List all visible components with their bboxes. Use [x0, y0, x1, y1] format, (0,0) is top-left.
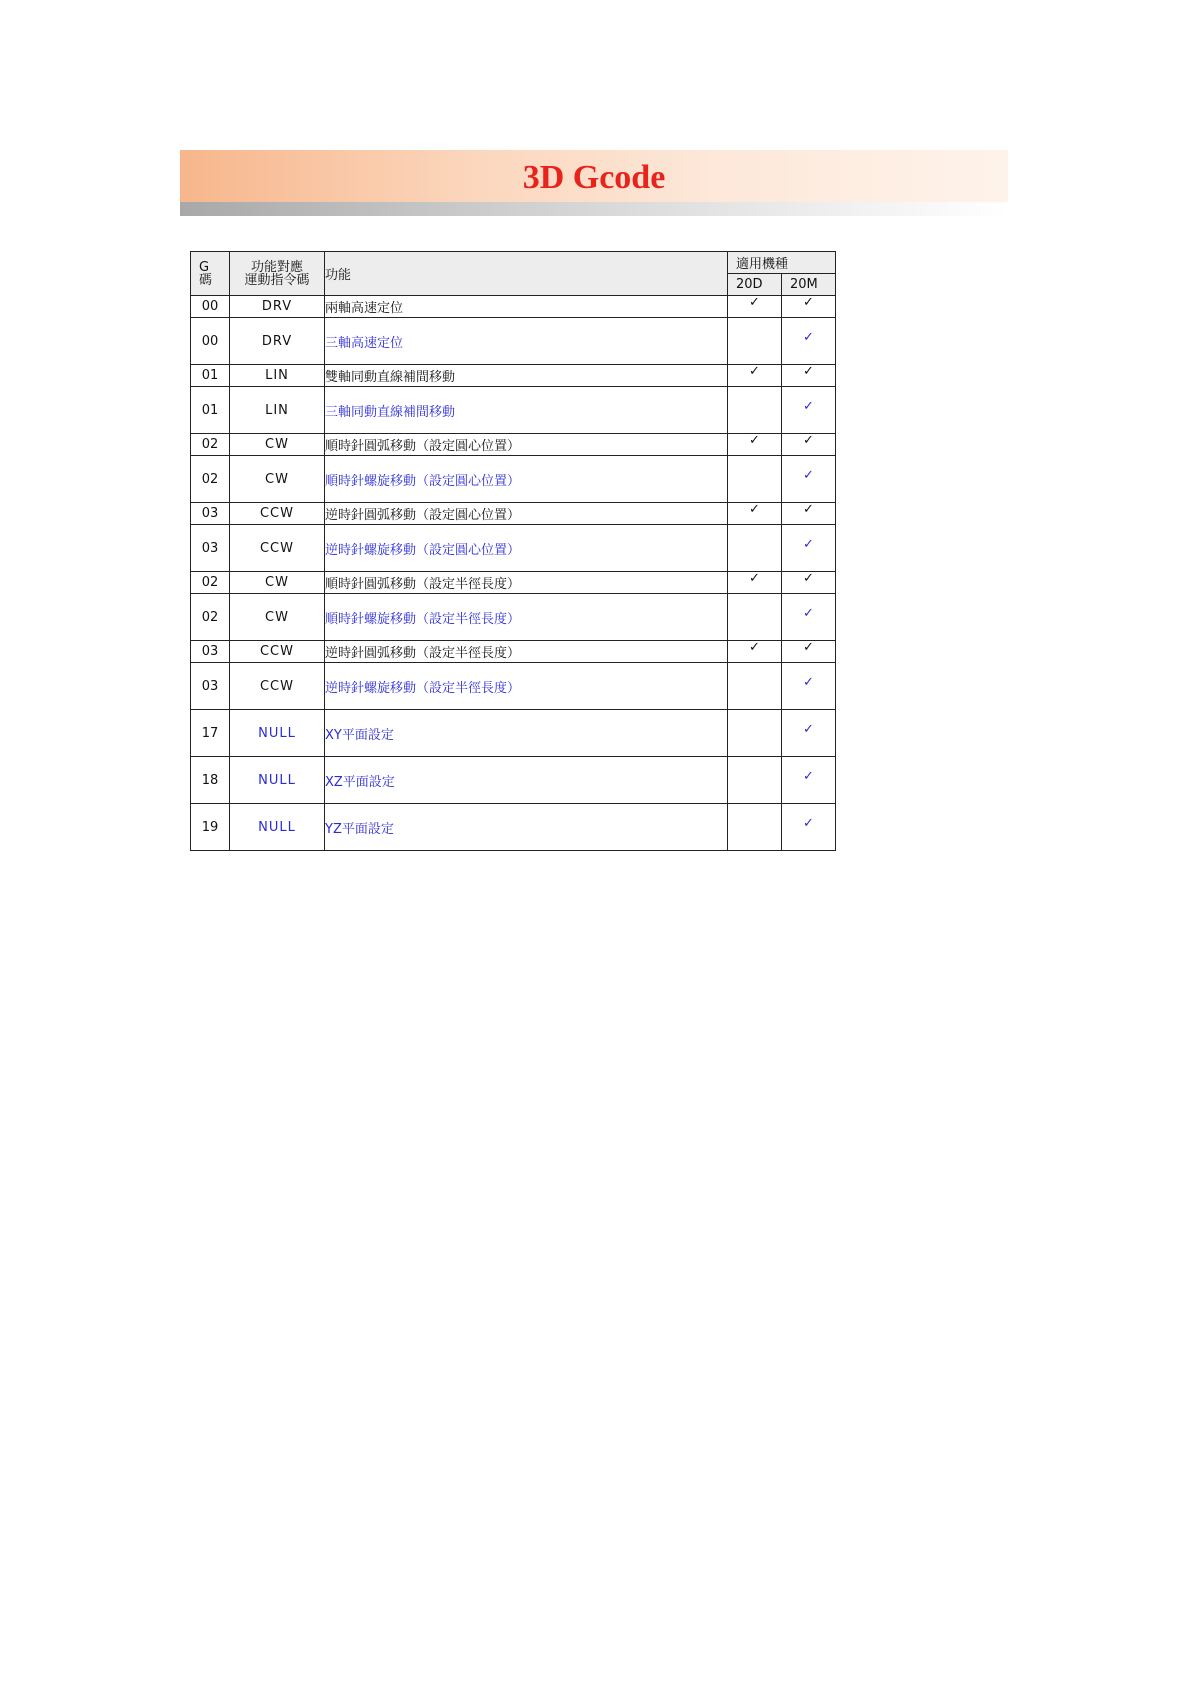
model-20d-cell	[728, 757, 782, 804]
model-20m-cell	[782, 503, 836, 525]
model-20m-cell	[782, 456, 836, 503]
table-row	[191, 804, 836, 851]
g-code-cell: 03	[191, 503, 230, 525]
function-cell: 三軸同動直線補間移動	[325, 387, 728, 434]
page-title: 3D Gcode	[522, 159, 666, 196]
header-20m: 20M	[782, 274, 836, 296]
check-icon: ✓	[803, 398, 814, 414]
header-machines: 適用機種	[728, 252, 836, 274]
table-row	[191, 387, 836, 434]
table-row	[191, 710, 836, 757]
table-row	[191, 456, 836, 503]
model-20d-cell	[728, 594, 782, 641]
function-cell: 逆時針圓弧移動（設定半徑長度）	[325, 641, 728, 663]
model-20m-cell	[782, 434, 836, 456]
check-icon: ✓	[803, 536, 814, 552]
function-cell: 逆時針螺旋移動（設定圓心位置）	[325, 525, 728, 572]
check-icon: ✓	[749, 571, 760, 586]
check-icon: ✓	[803, 364, 814, 379]
model-20d-cell	[728, 641, 782, 663]
motion-command-cell: LIN	[230, 365, 325, 387]
motion-command-cell: CCW	[230, 503, 325, 525]
check-icon: ✓	[803, 721, 814, 737]
header-code-line2: 碼	[199, 272, 213, 288]
g-code-cell: 01	[191, 365, 230, 387]
model-20m-cell	[782, 318, 836, 365]
table-row	[191, 318, 836, 365]
g-code-cell: 03	[191, 525, 230, 572]
model-20d-cell	[728, 572, 782, 594]
g-code-cell: 00	[191, 318, 230, 365]
check-icon: ✓	[803, 640, 814, 655]
function-cell: 逆時針圓弧移動（設定圓心位置）	[325, 503, 728, 525]
motion-command-cell: CW	[230, 456, 325, 503]
motion-command-cell: LIN	[230, 387, 325, 434]
g-code-cell: 00	[191, 296, 230, 318]
function-cell: YZ平面設定	[325, 804, 728, 851]
motion-command-cell: NULL	[230, 804, 325, 851]
model-20m-cell	[782, 572, 836, 594]
function-cell: 順時針圓弧移動（設定圓心位置）	[325, 434, 728, 456]
header-function: 功能	[325, 252, 728, 296]
model-20d-cell	[728, 503, 782, 525]
check-icon: ✓	[803, 467, 814, 483]
g-code-cell: 02	[191, 594, 230, 641]
model-20m-cell	[782, 804, 836, 851]
table-row	[191, 757, 836, 804]
model-20d-cell	[728, 387, 782, 434]
check-icon: ✓	[803, 605, 814, 621]
title-banner	[180, 150, 1008, 216]
check-icon: ✓	[749, 364, 760, 379]
table-row	[191, 594, 836, 641]
function-cell: XZ平面設定	[325, 757, 728, 804]
model-20m-cell	[782, 710, 836, 757]
g-code-cell: 02	[191, 434, 230, 456]
g-code-cell: 03	[191, 663, 230, 710]
check-icon: ✓	[803, 502, 814, 517]
check-icon: ✓	[803, 571, 814, 586]
g-code-cell: 01	[191, 387, 230, 434]
header-code	[191, 252, 230, 296]
motion-command-cell: NULL	[230, 710, 325, 757]
table-row	[191, 641, 836, 663]
table-row	[191, 434, 836, 456]
function-cell: 順時針螺旋移動（設定圓心位置）	[325, 456, 728, 503]
motion-command-cell: CW	[230, 594, 325, 641]
model-20m-cell	[782, 594, 836, 641]
table-row	[191, 365, 836, 387]
function-cell: 順時針螺旋移動（設定半徑長度）	[325, 594, 728, 641]
model-20m-cell	[782, 663, 836, 710]
g-code-cell: 02	[191, 456, 230, 503]
function-cell: XY平面設定	[325, 710, 728, 757]
function-cell: 三軸高速定位	[325, 318, 728, 365]
check-icon: ✓	[749, 640, 760, 655]
model-20m-cell	[782, 641, 836, 663]
g-code-cell: 17	[191, 710, 230, 757]
table-row	[191, 296, 836, 318]
check-icon: ✓	[803, 295, 814, 310]
model-20d-cell	[728, 318, 782, 365]
function-cell: 兩軸高速定位	[325, 296, 728, 318]
model-20m-cell	[782, 296, 836, 318]
model-20d-cell	[728, 434, 782, 456]
motion-command-cell: CCW	[230, 641, 325, 663]
model-20d-cell	[728, 710, 782, 757]
model-20d-cell	[728, 365, 782, 387]
header-cmd	[230, 252, 325, 296]
table-row	[191, 572, 836, 594]
motion-command-cell: NULL	[230, 757, 325, 804]
model-20d-cell	[728, 456, 782, 503]
check-icon: ✓	[803, 768, 814, 784]
header-20d: 20D	[728, 274, 782, 296]
motion-command-cell: DRV	[230, 296, 325, 318]
check-icon: ✓	[803, 329, 814, 345]
header-row	[191, 252, 836, 274]
check-icon: ✓	[749, 433, 760, 448]
motion-command-cell: DRV	[230, 318, 325, 365]
model-20d-cell	[728, 525, 782, 572]
check-icon: ✓	[803, 815, 814, 831]
header-cmd-line1: 功能對應	[250, 259, 303, 275]
check-icon: ✓	[803, 433, 814, 448]
table-row	[191, 503, 836, 525]
model-20m-cell	[782, 757, 836, 804]
check-icon: ✓	[749, 295, 760, 310]
motion-command-cell: CW	[230, 434, 325, 456]
check-icon: ✓	[803, 674, 814, 690]
model-20d-cell	[728, 296, 782, 318]
header-code-line1: G	[199, 259, 210, 275]
function-cell: 雙軸同動直線補間移動	[325, 365, 728, 387]
motion-command-cell: CCW	[230, 525, 325, 572]
g-code-cell: 02	[191, 572, 230, 594]
model-20m-cell	[782, 365, 836, 387]
g-code-cell: 18	[191, 757, 230, 804]
model-20d-cell	[728, 663, 782, 710]
model-20m-cell	[782, 387, 836, 434]
g-code-cell: 03	[191, 641, 230, 663]
table-row	[191, 525, 836, 572]
banner-underline	[180, 202, 1008, 216]
header-cmd-line2: 運動指令碼	[244, 272, 310, 288]
motion-command-cell: CCW	[230, 663, 325, 710]
g-code-cell: 19	[191, 804, 230, 851]
check-icon: ✓	[749, 502, 760, 517]
gcode-table	[190, 251, 836, 851]
model-20d-cell	[728, 804, 782, 851]
function-cell: 逆時針螺旋移動（設定半徑長度）	[325, 663, 728, 710]
motion-command-cell: CW	[230, 572, 325, 594]
table-row	[191, 663, 836, 710]
model-20m-cell	[782, 525, 836, 572]
function-cell: 順時針圓弧移動（設定半徑長度）	[325, 572, 728, 594]
